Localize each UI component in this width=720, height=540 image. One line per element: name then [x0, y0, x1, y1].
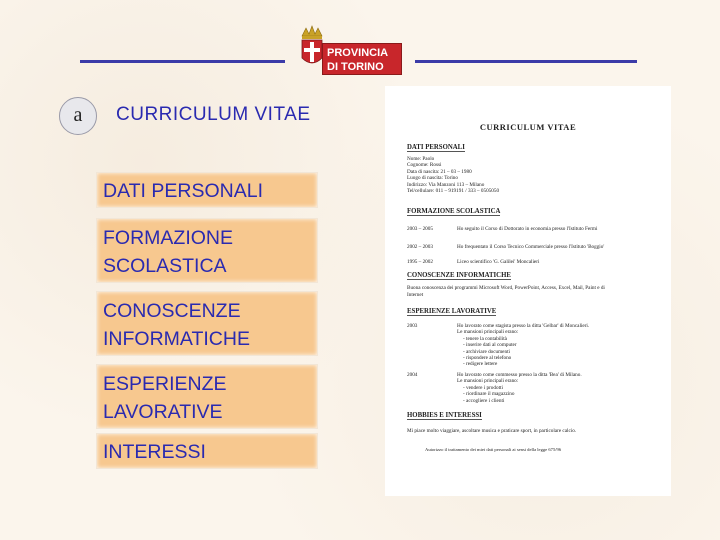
doc-work-line: Ho lavorato come stagista presso la ditta 'Gelbar' di Moncalieri. — [457, 323, 590, 329]
doc-personal-line: Cognome: Rossi — [407, 162, 442, 169]
doc-personal-line: Indirizzo: Via Manzoni 113 – Milano — [407, 181, 485, 188]
doc-work-item-text: accogliere i clienti — [466, 397, 505, 404]
doc-edu-text: Ho frequentato il Corso Tecnico Commerciale presso l'Istituto 'Boggio' — [457, 244, 605, 250]
section-conoscenze-informatiche[interactable]: CONOSCENZE INFORMATICHE — [97, 292, 317, 355]
doc-work-line: Le mansioni principali erano: — [457, 329, 519, 336]
doc-work-item-text: rispondere al telefono — [466, 355, 512, 362]
logo-banner — [322, 43, 402, 75]
doc-work-line: Le mansioni principali erano: — [457, 378, 519, 385]
doc-work-item: - accogliere i clienti — [463, 397, 505, 404]
doc-personal-line: Nome: Paolo — [407, 156, 435, 162]
doc-work-item: - vendere i prodotti — [463, 384, 503, 391]
section-dati-personali[interactable]: DATI PERSONALI — [97, 173, 317, 207]
logo-text-line1: PROVINCIA — [327, 47, 389, 59]
doc-edu-year: 2002 – 2003 — [407, 244, 433, 250]
doc-work-block — [457, 372, 582, 404]
doc-edu-year: 2003 – 2005 — [407, 226, 433, 232]
doc-work-item-text: inserire dati al computer — [466, 342, 517, 349]
doc-work-line: Ho lavorato come commesso presso la ditta 'Bea' di Milano. — [457, 372, 582, 378]
doc-personal-line: Luogo di nascita: Torino — [407, 175, 458, 182]
bullet-letter: a — [59, 97, 97, 135]
doc-personal-line: Tel/cellulare: 011 – 919191 / 333 – 0505050 — [407, 188, 500, 195]
doc-section-work: ESPERIENZE LAVORATIVE — [407, 308, 497, 315]
doc-work-year: 2004 — [407, 372, 418, 378]
doc-section-it: CONOSCENZE INFORMATICHE — [407, 272, 511, 279]
doc-it-line-1: Buona conoscenza dei programmi Microsoft Word, PowerPoint, Access, Excel, Mail, Paint e di — [407, 285, 605, 291]
doc-work-item: - rispondere al telefono — [463, 355, 512, 362]
doc-work-item: - inserire dati al computer — [463, 342, 517, 349]
doc-work-item: - riordinare il magazzino — [463, 391, 515, 398]
doc-interests-text: Mi piace molto viaggiare, ascoltare musica e praticare sport, in particolare calcio. — [407, 428, 577, 434]
doc-work-item-text: riordinare il magazzino — [466, 391, 515, 398]
doc-work-item: - tenere la contabilità — [463, 335, 507, 342]
doc-work-item-text: archiviare documenti — [466, 348, 510, 355]
doc-personal-line: Data di nascita: 21 – 03 – 1980 — [407, 168, 472, 175]
doc-work-block — [457, 323, 589, 368]
doc-section-personal: DATI PERSONALI — [407, 144, 465, 151]
section-formazione-scolastica[interactable]: FORMAZIONE SCOLASTICA — [97, 219, 317, 282]
doc-edu-year: 1995 – 2002 — [407, 259, 433, 265]
doc-title: CURRICULUM VITAE — [479, 122, 577, 132]
doc-footer-text: Autorizzo il trattamento dei miei dati personali ai sensi della legge 675/96 — [425, 447, 562, 452]
header-line-left — [80, 60, 285, 63]
header-line-right — [415, 60, 637, 63]
doc-work-year: 2003 — [407, 323, 418, 329]
doc-work-item-text: redigere lettere — [466, 361, 498, 368]
provincia-logo — [298, 22, 406, 76]
section-interessi[interactable]: INTERESSI — [97, 434, 317, 468]
doc-personal-block — [407, 156, 499, 194]
doc-section-education: FORMAZIONE SCOLASTICA — [407, 208, 501, 215]
page-title: CURRICULUM VITAE — [116, 104, 311, 125]
doc-work-item: - redigere lettere — [463, 361, 498, 368]
doc-edu-text: Ho seguito il Corso di Dottorato in economia presso l'Istituto Fermi — [457, 226, 598, 232]
cv-document-preview — [385, 86, 671, 496]
doc-work-item: - archiviare documenti — [463, 348, 510, 355]
doc-section-interests: HOBBIES E INTERESSI — [407, 412, 482, 419]
section-esperienze-lavorative[interactable]: ESPERIENZE LAVORATIVE — [97, 365, 317, 428]
doc-work-item-text: vendere i prodotti — [466, 384, 503, 391]
doc-edu-text: Liceo scientifico 'G. Galilei' Moncalieri — [457, 259, 540, 265]
doc-work-item-text: tenere la contabilità — [466, 335, 507, 342]
logo-text-line2: DI TORINO — [327, 61, 384, 73]
doc-it-line-2: Internet — [407, 292, 424, 298]
